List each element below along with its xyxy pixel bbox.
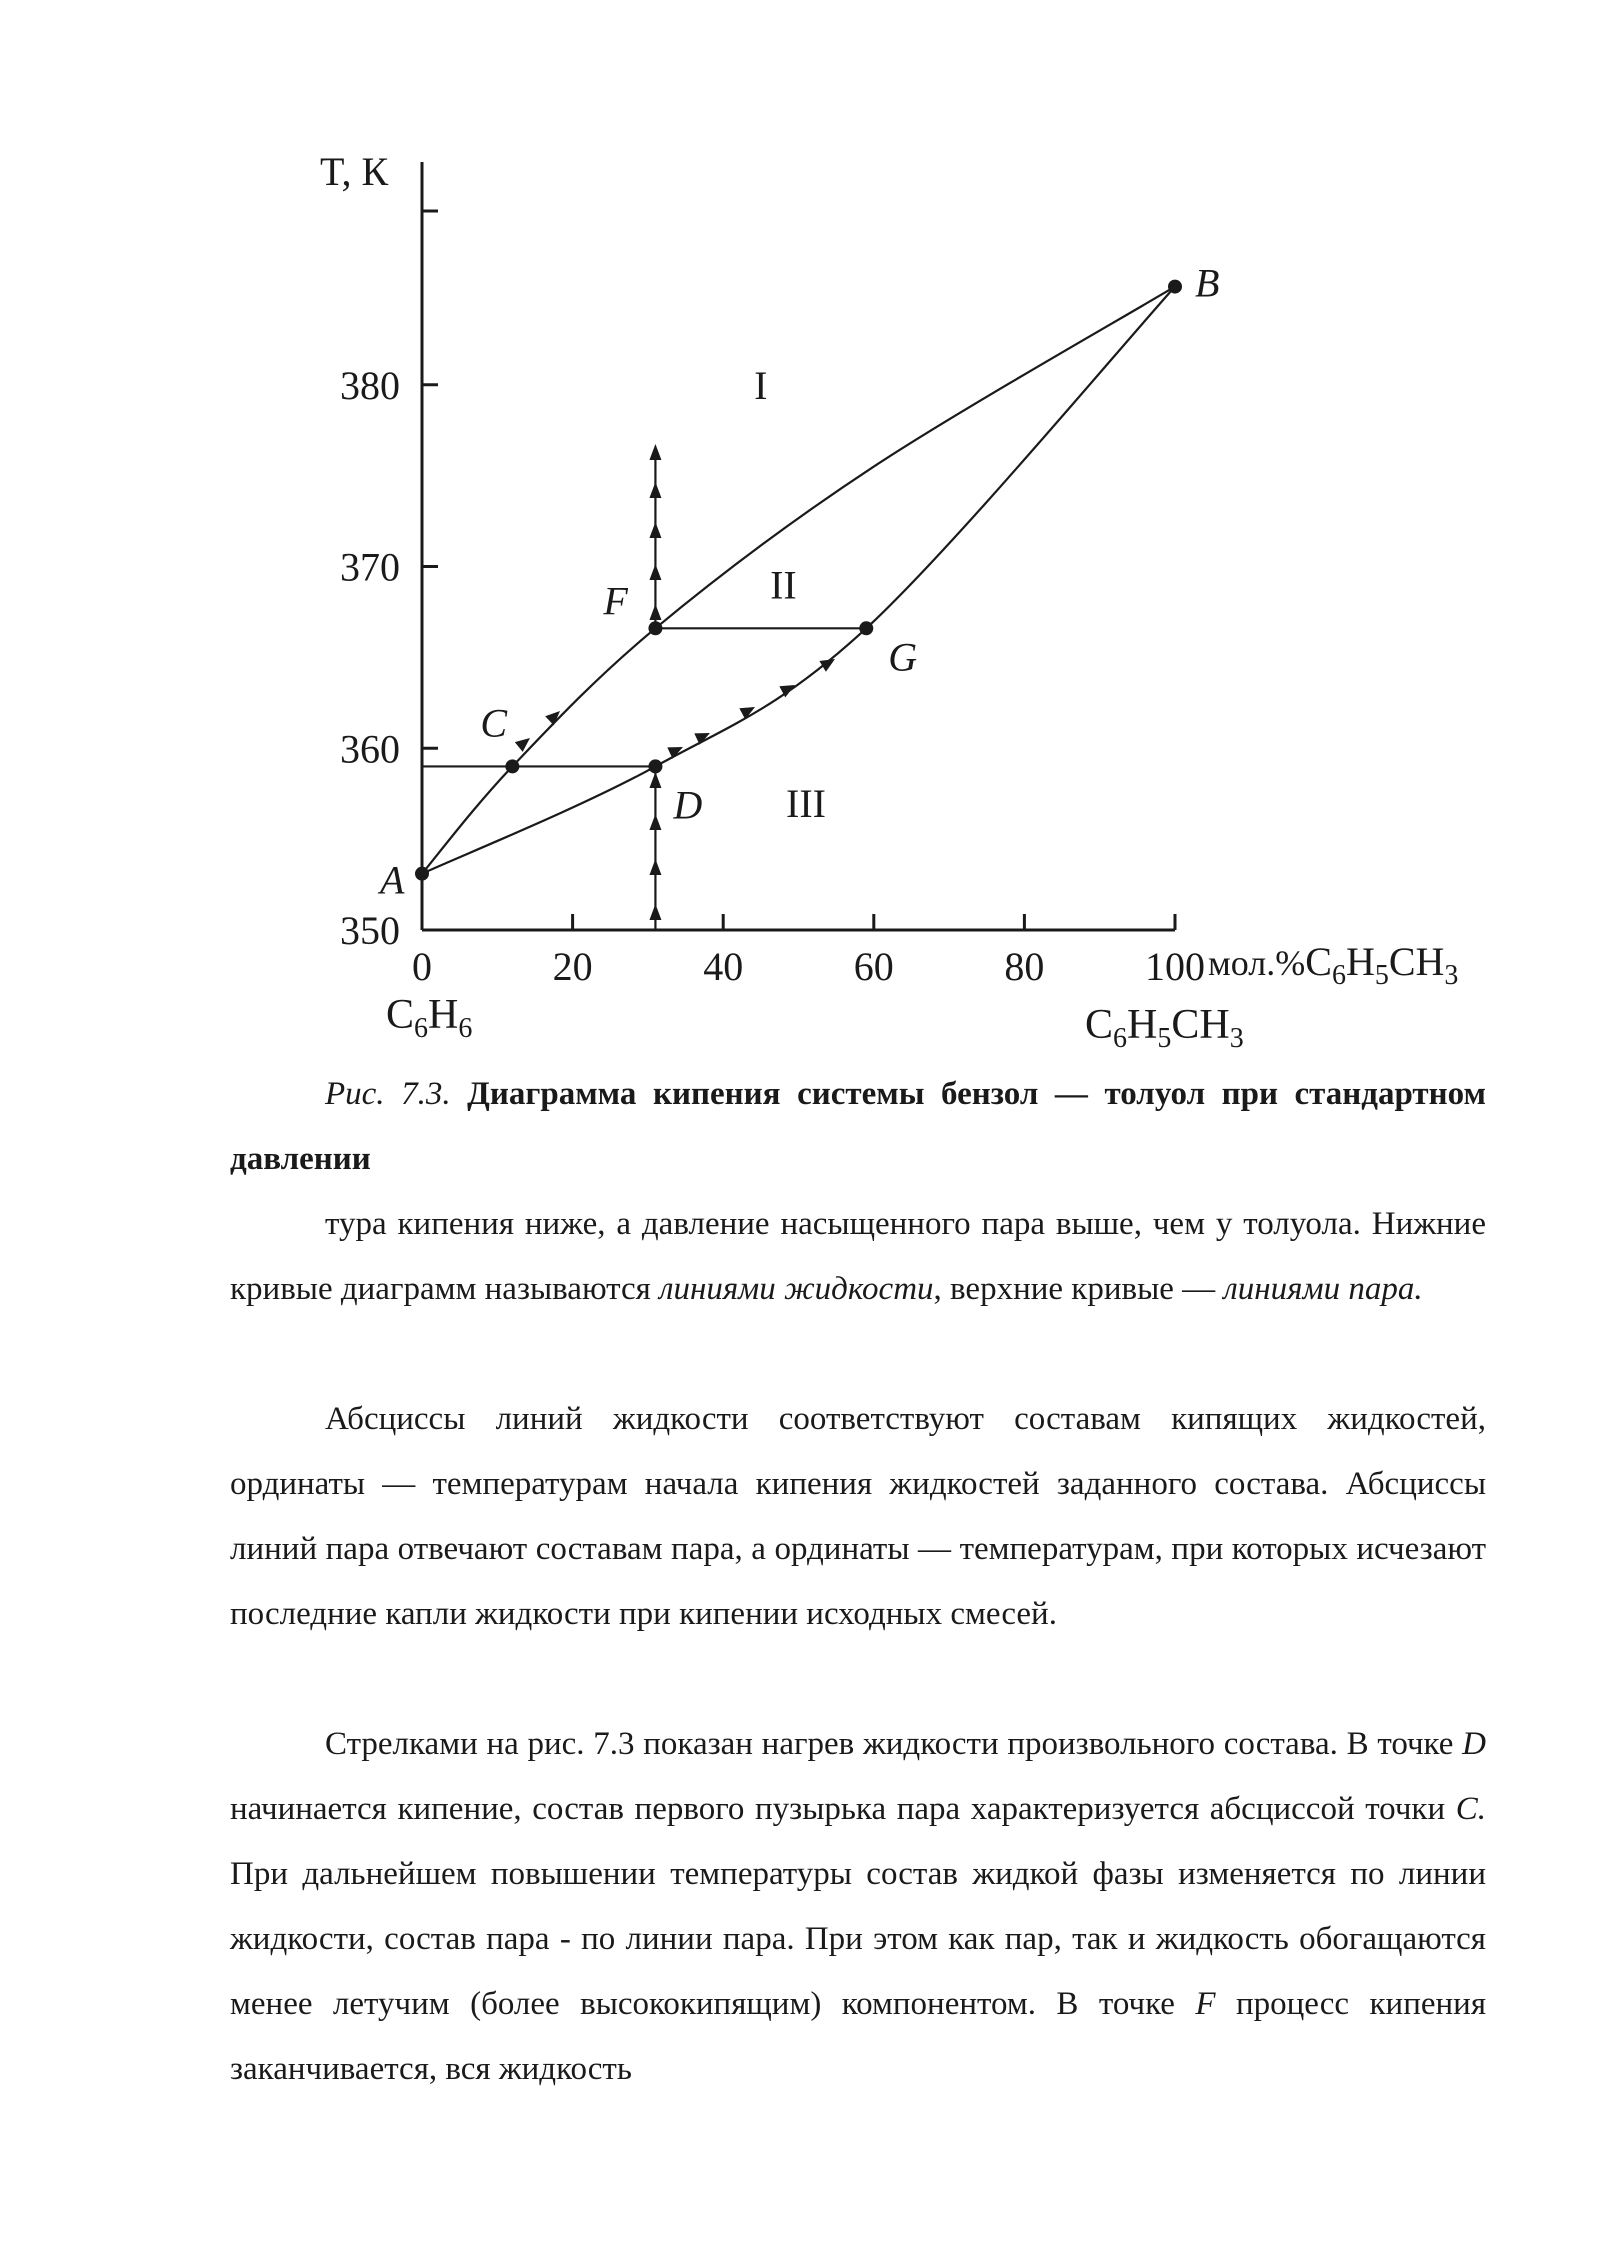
point-c (505, 759, 519, 773)
paragraph-1 (230, 1192, 1486, 1322)
x-tick-label: 20 (552, 944, 593, 989)
point-a (415, 867, 429, 881)
x-tick-label: 40 (703, 944, 744, 989)
arrow-up (649, 859, 661, 875)
point-label-d: D (673, 782, 703, 828)
left-component-label: $C_6H_6$ (386, 992, 473, 1044)
x-tick-label: 0 (412, 944, 432, 989)
y-tick-label: 360 (340, 726, 400, 772)
x-tick-label: 60 (853, 944, 894, 989)
figure-caption (230, 1062, 1486, 1192)
x-tick-label: 80 (1004, 944, 1045, 989)
point-label-a: A (380, 857, 405, 903)
p1-text-a: тура кипения ниже, а давление насыщенного пара выше, чем у толуола. Нижние кривые диаграмм называются (230, 1206, 1486, 1307)
points (377, 261, 1219, 903)
p1-text-b: , верхние кривые — (933, 1271, 1224, 1307)
y-axis-label: T, К (320, 149, 389, 194)
point-label-b: B (1195, 260, 1220, 306)
point-label-f: F (603, 578, 628, 624)
arrows (515, 444, 835, 930)
arrow-up (649, 904, 661, 920)
arrow-up (649, 444, 661, 460)
arrow-up (649, 564, 661, 580)
p3-text-b: начинается кипение, состав первого пузырька пара характеризуется абсциссой точки (230, 1791, 1456, 1827)
x-tick-label: 100 (1145, 944, 1205, 989)
p3-point-c: C. (1455, 1791, 1486, 1827)
p3-text-d: процесс кипения заканчивается, вся жидкость (230, 1986, 1486, 2087)
point-d (648, 759, 662, 773)
p1-emphasis-vapor-lines: линиями пара. (1223, 1271, 1423, 1307)
arrow-up (649, 772, 661, 788)
point-b (1168, 280, 1182, 294)
point-f (648, 621, 662, 635)
figure-title: Диаграмма кипения системы бензол — толуол при стандартном давлении (230, 1076, 1486, 1177)
arrow-up (649, 482, 661, 498)
arrow-up (649, 604, 661, 620)
p1-emphasis-liquid-lines: линиями жидкости (659, 1271, 934, 1307)
y-tick-label: 350 (340, 908, 400, 953)
point-g (859, 621, 873, 635)
p3-text-a: Стрелками на рис. 7.3 показан нагрев жидкости произвольного состава. В точке (325, 1726, 1463, 1762)
x-axis-formula: $C_6H_5CH_3$ (1305, 939, 1459, 991)
point-label-g: G (888, 634, 918, 680)
region-label: III (786, 780, 827, 826)
y-tick-label: 380 (340, 362, 400, 408)
x-axis-unit: мол.% (1208, 943, 1306, 983)
arrow-up (649, 814, 661, 830)
p3-text-c: При дальнейшем повышении температуры состав жидкой фазы изменяется по линии жидкости, состав пара - по линии пара. При этом как пар, так и жидкость обогащаются менее летучим (более высококипящим) компонентом. В точке (230, 1856, 1486, 2022)
region-label: II (770, 562, 797, 608)
arrow-up (649, 522, 661, 538)
p3-point-f: F (1195, 1986, 1216, 2022)
point-label-c: C (480, 700, 508, 746)
region-label: I (754, 362, 768, 408)
figure-number: Рис. 7.3. (325, 1076, 451, 1112)
boiling-diagram (0, 0, 1600, 1060)
p3-point-d: D (1462, 1726, 1486, 1762)
right-component-label: $C_6H_5CH_3$ (1085, 1002, 1244, 1054)
paragraph-3 (230, 1712, 1486, 2102)
x-axis-unit-label (1208, 939, 1458, 991)
y-tick-label: 370 (340, 544, 400, 590)
paragraph-2: Абсциссы линий жидкости соответствуют составам кипящих жидкостей, ординаты — температурам начала кипения жидкостей заданного состава. Абсциссы линий пара отвечают составам пара, а ординаты — температурам, при которых исчезают последние капли жидкости при кипении исходных смесей. (230, 1401, 1486, 1632)
